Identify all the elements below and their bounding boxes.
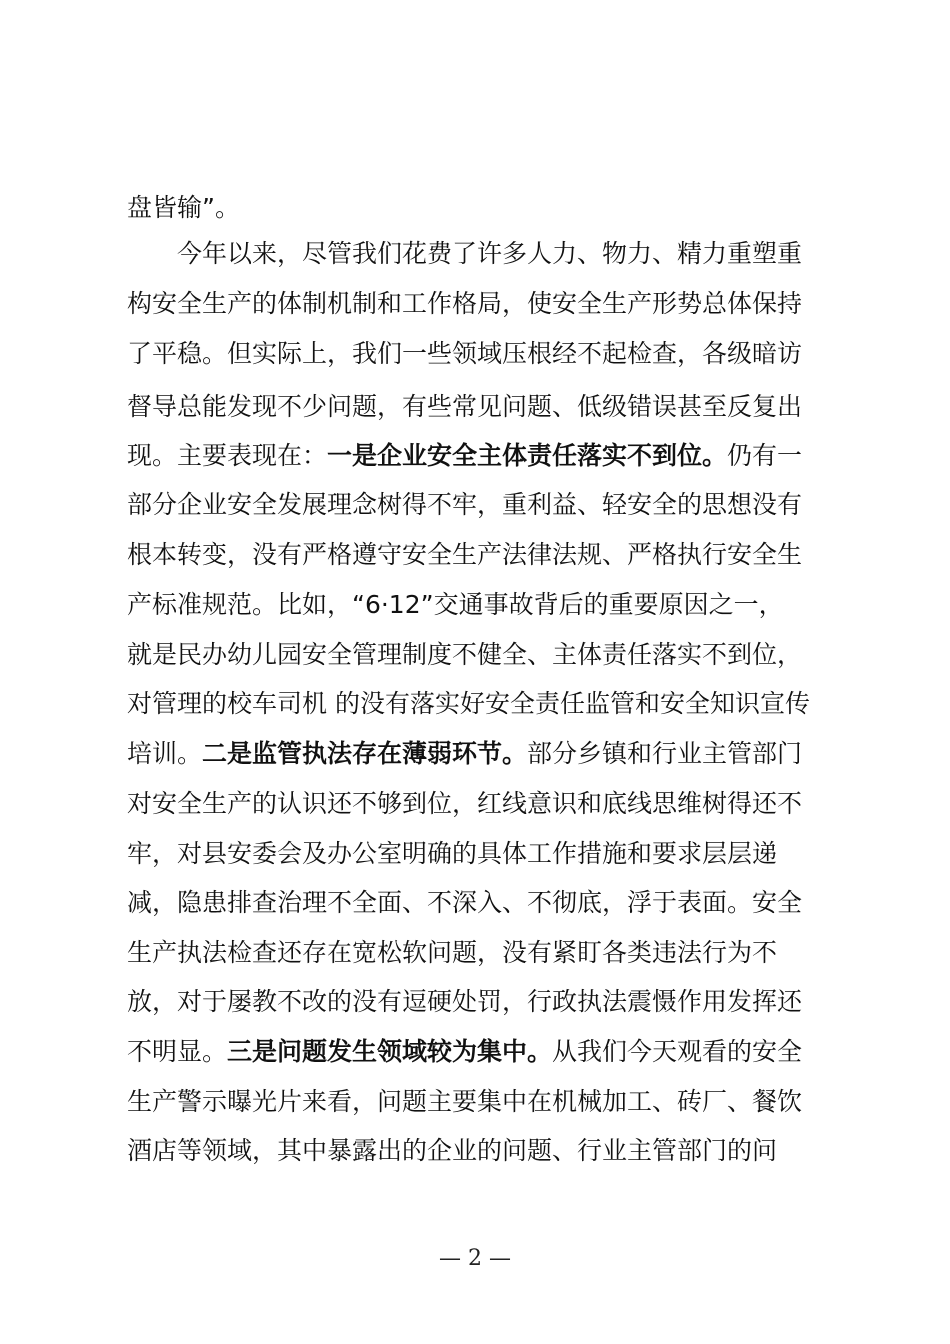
text-line-15: 减，隐患排查治理不全面、不深入、不彻底，浮于表面。安全 [127, 888, 803, 917]
page-number: — 2 — [439, 1246, 511, 1271]
text-line-11: 对管理的校车司机 的没有落实好安全责任监管和安全知识宣传 [127, 689, 810, 718]
text-line-17: 放，对于屡教不改的没有逗硬处罚，行政执法震慑作用发挥还 [127, 987, 803, 1016]
text-line-10: 就是民办幼儿园安全管理制度不健全、主体责任落实不到位， [127, 640, 803, 669]
text-line-19: 生产警示曝光片来看，问题主要集中在机械加工、砖厂、餐饮 [127, 1087, 803, 1116]
text-line-3: 构安全生产的体制机制和工作格局，使安全生产形势总体保持 [127, 289, 803, 318]
text-line-6-tail: 仍有一 [727, 441, 803, 470]
text-line-7: 部分企业安全发展理念树得不牢，重利益、轻安全的思想没有 [127, 490, 803, 519]
text-line-1: 盘皆输”。 [127, 193, 240, 222]
text-line-8: 根本转变，没有严格遵守安全生产法律法规、严格执行安全生 [127, 540, 803, 569]
text-line-4: 了平稳。但实际上，我们一些领域压根经不起检查，各级暗访 [127, 339, 803, 368]
text-line-18-tail: 从我们今天观看的安全 [552, 1037, 803, 1066]
text-line-18 [127, 1030, 802, 1074]
text-line-20: 酒店等领域，其中暴露出的企业的问题、行业主管部门的问 [127, 1136, 778, 1165]
text-line-12 [127, 732, 802, 776]
text-line-13: 对安全生产的认识还不够到位，红线意识和底线思维树得还不 [127, 789, 803, 818]
point-two-heading: 二是监管执法存在薄弱环节。 [202, 739, 528, 768]
text-line-5: 督导总能发现不少问题，有些常见问题、低级错误甚至反复出 [127, 392, 803, 421]
text-line-6 [127, 434, 802, 478]
point-three-heading: 三是问题发生领域较为集中。 [227, 1037, 553, 1066]
text-line-18-lead: 不明显。 [127, 1037, 228, 1066]
text-line-16: 生产执法检查还存在宽松软问题，没有紧盯各类违法行为不 [127, 938, 778, 967]
text-line-14: 牢，对县安委会及办公室明确的具体工作措施和要求层层递 [127, 839, 778, 868]
text-line-12-tail: 部分乡镇和行业主管部门 [527, 739, 803, 768]
text-line-9: 产标准规范。比如，“6·12”交通事故背后的重要原因之一， [127, 590, 784, 619]
text-line-12-lead: 培训。 [127, 739, 203, 768]
point-one-heading: 一是企业安全主体责任落实不到位。 [327, 441, 728, 470]
text-line-6-lead: 现。主要表现在： [127, 441, 328, 470]
text-line-2: 今年以来，尽管我们花费了许多人力、物力、精力重塑重 [177, 239, 803, 268]
